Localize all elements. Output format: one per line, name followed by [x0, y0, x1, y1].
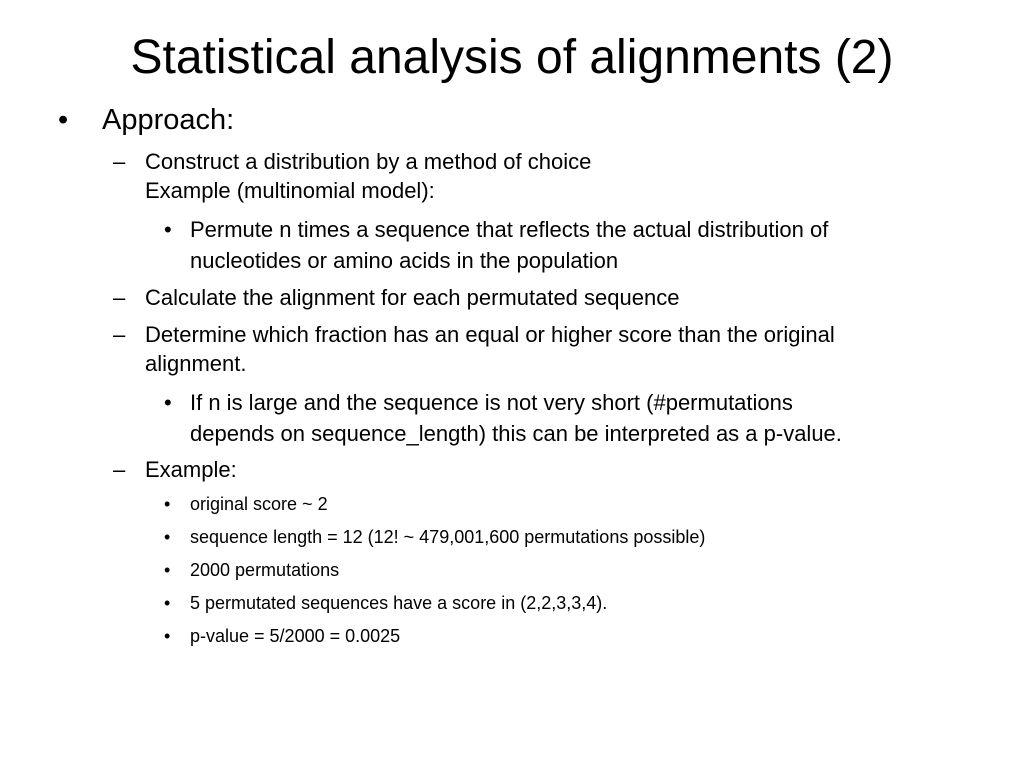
dash-marker: – [113, 457, 126, 482]
construct-line-2: Example (multinomial model): [145, 178, 435, 203]
example-item-text: 2000 permutations [190, 560, 340, 580]
item-construct [113, 147, 591, 205]
slide-title: Statistical analysis of alignments (2) [130, 31, 894, 84]
bullet-marker: • [164, 527, 171, 547]
approach-label: Approach: [102, 104, 235, 136]
bullet-marker: • [164, 390, 172, 415]
bullet-marker: • [164, 560, 171, 580]
if-line-2: depends on sequence_length) this can be interpreted as a p-value. [190, 421, 842, 446]
bullet-approach [58, 102, 234, 138]
item-example [113, 455, 237, 484]
bullet-marker: • [164, 626, 171, 646]
bullet-marker: • [164, 217, 172, 242]
example-item [164, 591, 607, 615]
bullet-marker: • [58, 104, 69, 136]
if-line-1: If n is large and the sequence is not very short (#permutations [190, 390, 793, 415]
example-item [164, 558, 339, 582]
example-item [164, 525, 705, 549]
item-if-n-large [164, 387, 842, 449]
example-item [164, 624, 400, 648]
bullet-marker: • [164, 593, 171, 613]
permute-line-2: nucleotides or amino acids in the population [190, 248, 619, 273]
bullet-marker: • [164, 494, 171, 514]
example-item-text: 5 permutated sequences have a score in (2,2,3,3,4). [190, 593, 608, 613]
example-item-text: original score ~ 2 [190, 494, 328, 514]
item-calculate [113, 283, 679, 312]
construct-line-1: Construct a distribution by a method of choice [145, 149, 592, 174]
item-permute [164, 214, 828, 276]
dash-marker: – [113, 285, 126, 310]
example-item-text: p-value = 5/2000 = 0.0025 [190, 626, 401, 646]
dash-marker: – [113, 149, 126, 174]
determine-line-2: alignment. [145, 351, 247, 376]
item-determine [113, 320, 835, 378]
example-item [164, 492, 328, 516]
determine-line-1: Determine which fraction has an equal or higher score than the original [145, 322, 835, 347]
example-item-text: sequence length = 12 (12! ~ 479,001,600 permutations possible) [190, 527, 706, 547]
dash-marker: – [113, 322, 126, 347]
example-label: Example: [145, 457, 237, 482]
permute-line-1: Permute n times a sequence that reflects the actual distribution of [190, 217, 829, 242]
calculate-text: Calculate the alignment for each permutated sequence [145, 285, 680, 310]
